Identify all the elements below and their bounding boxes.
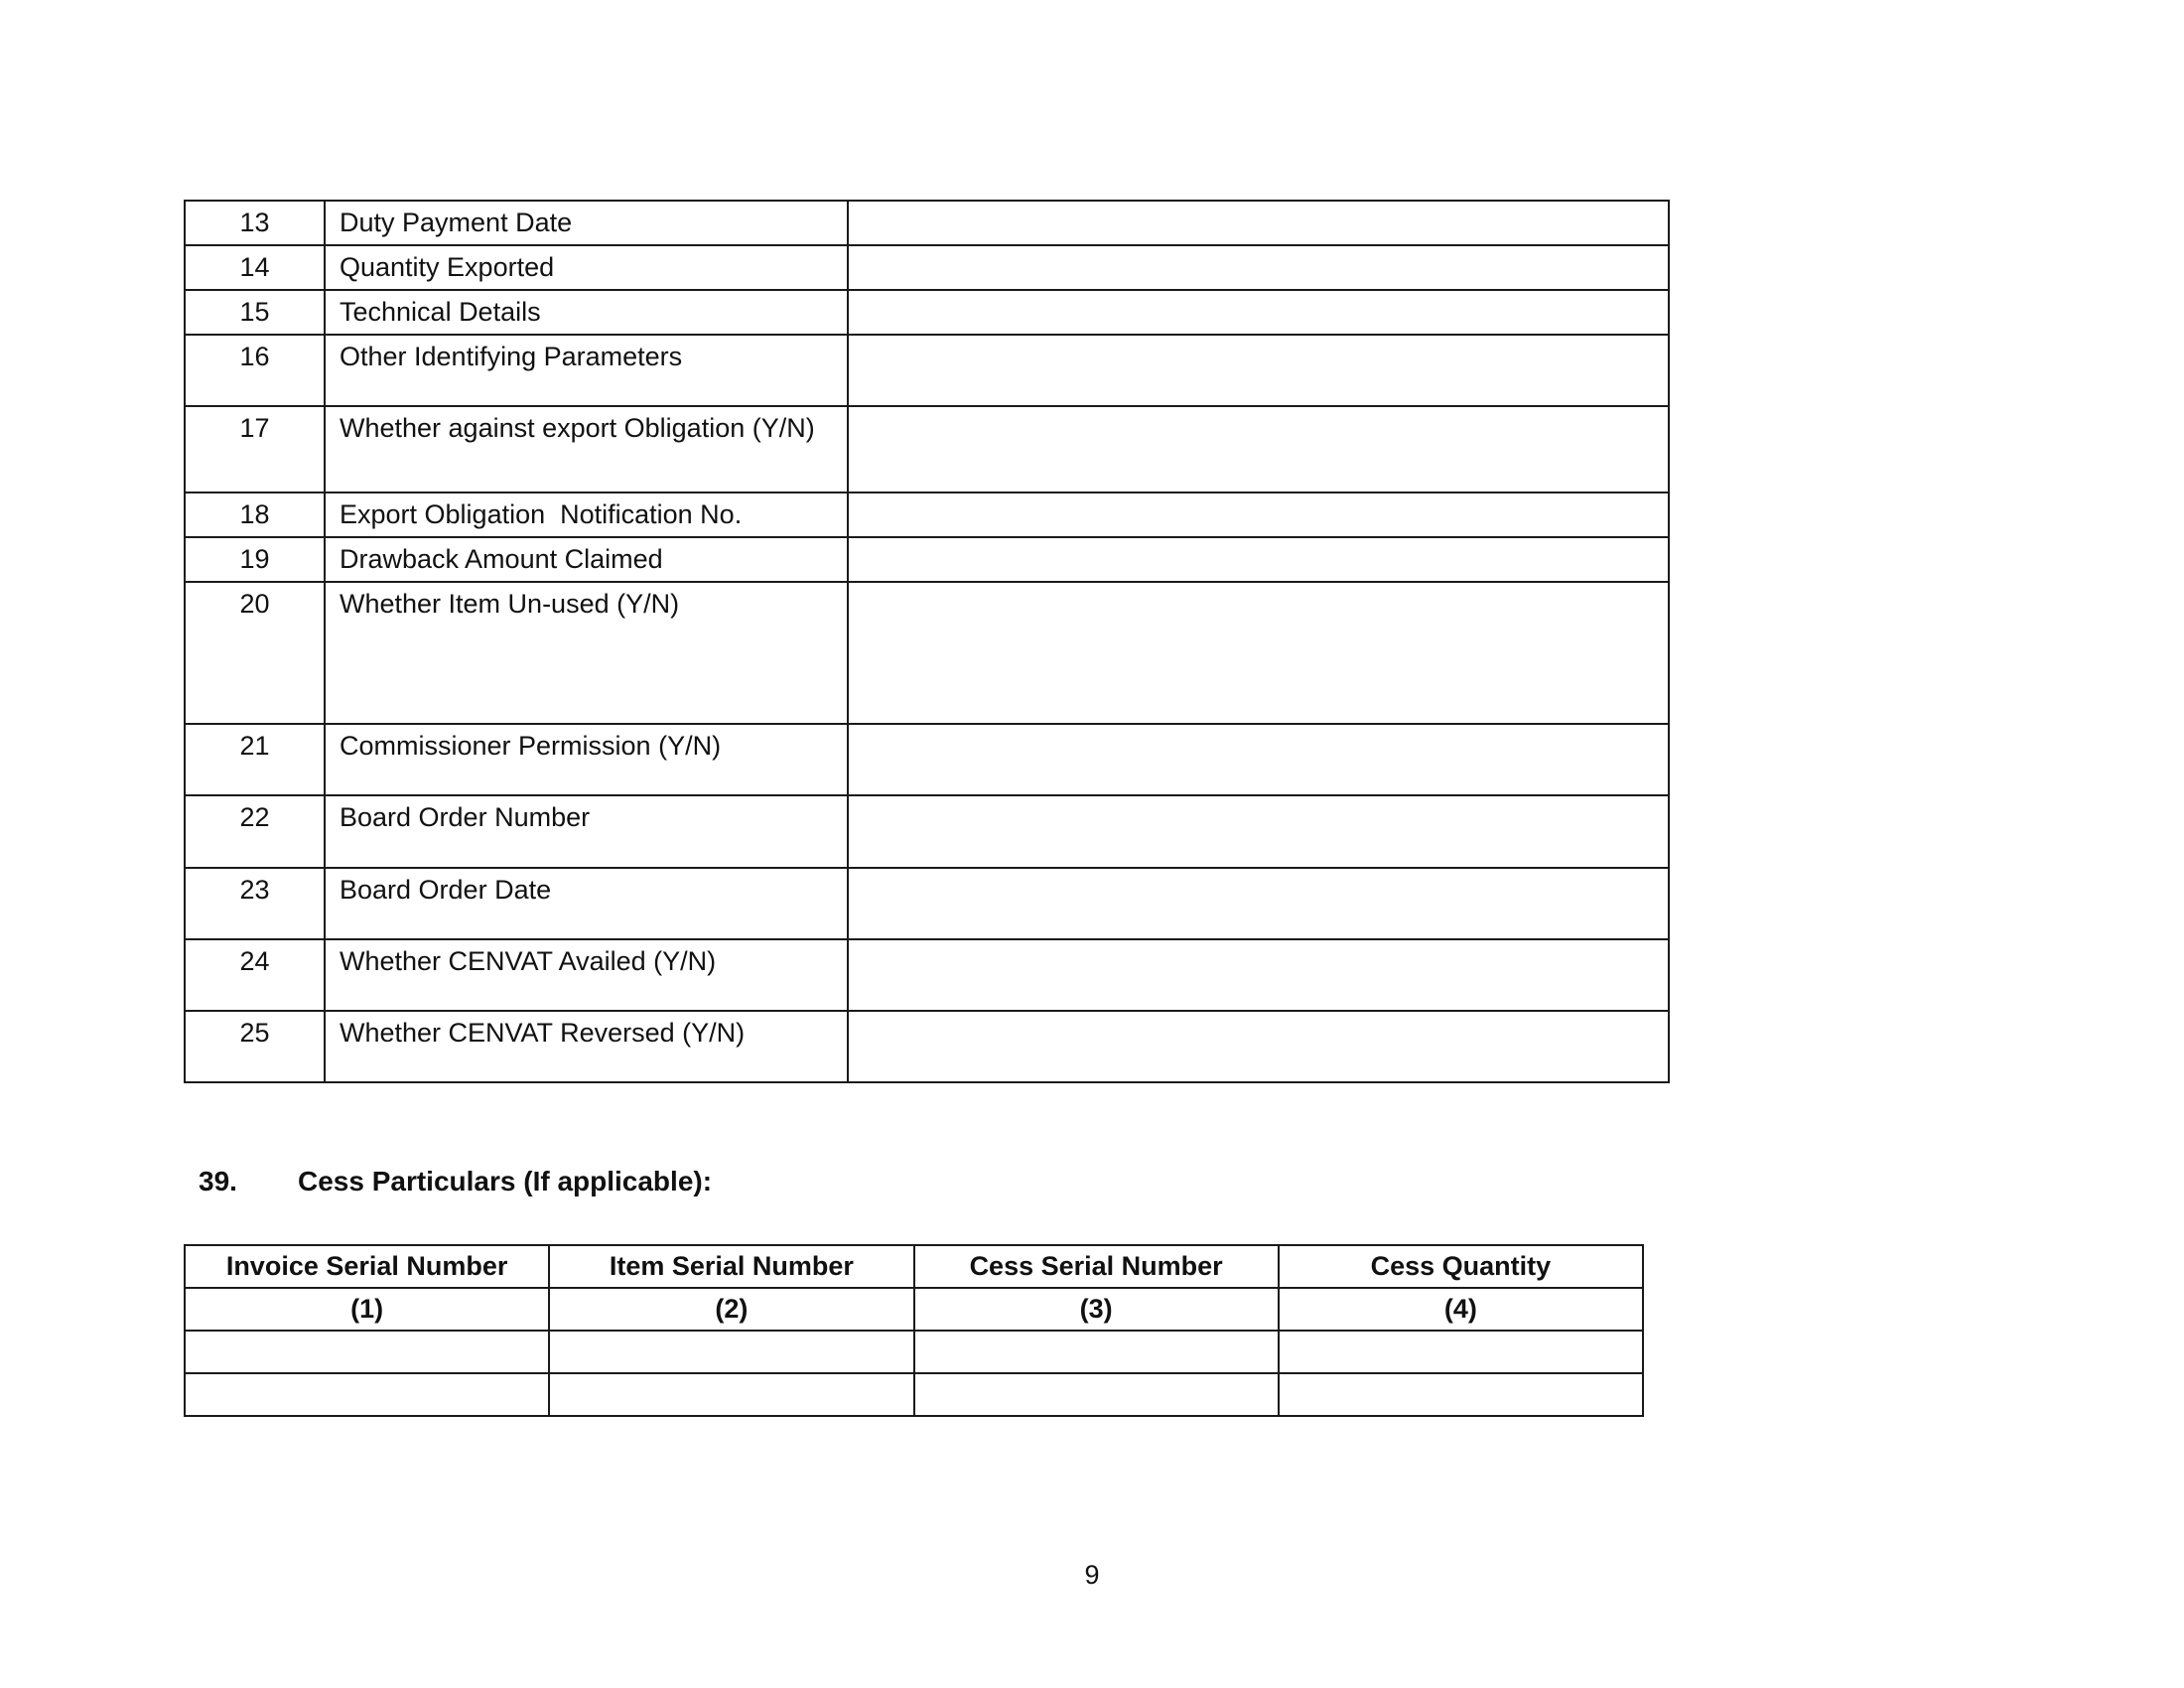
row-value-field[interactable]	[848, 492, 1669, 537]
row-number: 15	[185, 290, 325, 335]
table-row	[185, 537, 1669, 582]
section-number: 39.	[199, 1166, 237, 1196]
column-header: Cess Quantity	[1279, 1245, 1643, 1288]
table-cell[interactable]	[185, 1331, 549, 1373]
table-row	[185, 245, 1669, 290]
row-label: Whether CENVAT Availed (Y/N)	[325, 939, 848, 1011]
row-label: Commissioner Permission (Y/N)	[325, 724, 848, 795]
table-cell[interactable]	[914, 1331, 1279, 1373]
table-row	[185, 201, 1669, 245]
row-value-field[interactable]	[848, 201, 1669, 245]
row-label: Quantity Exported	[325, 245, 848, 290]
items-table	[184, 200, 1670, 1083]
row-number: 14	[185, 245, 325, 290]
row-value-field[interactable]	[848, 245, 1669, 290]
row-number: 23	[185, 868, 325, 939]
row-label: Duty Payment Date	[325, 201, 848, 245]
row-value-field[interactable]	[848, 582, 1669, 724]
table-row	[185, 1331, 1643, 1373]
table-row	[185, 1373, 1643, 1416]
row-value-field[interactable]	[848, 290, 1669, 335]
row-value-field[interactable]	[848, 868, 1669, 939]
row-number: 25	[185, 1011, 325, 1082]
table-cell[interactable]	[1279, 1331, 1643, 1373]
row-value-field[interactable]	[848, 537, 1669, 582]
table-header-row	[185, 1245, 1643, 1288]
row-label: Whether against export Obligation (Y/N)	[325, 406, 848, 492]
row-value-field[interactable]	[848, 939, 1669, 1011]
row-value-field[interactable]	[848, 1011, 1669, 1082]
table-cell[interactable]	[914, 1373, 1279, 1416]
row-number: 22	[185, 795, 325, 868]
row-label: Export Obligation Notification No.	[325, 492, 848, 537]
table-cell[interactable]	[549, 1373, 913, 1416]
row-number: 16	[185, 335, 325, 406]
row-number: 17	[185, 406, 325, 492]
cess-table	[184, 1244, 1644, 1417]
row-number: 19	[185, 537, 325, 582]
table-row	[185, 939, 1669, 1011]
row-number: 13	[185, 201, 325, 245]
row-number: 20	[185, 582, 325, 724]
section-title: Cess Particulars (If applicable):	[298, 1166, 713, 1196]
table-row	[185, 582, 1669, 724]
column-number: (1)	[185, 1288, 549, 1331]
row-number: 18	[185, 492, 325, 537]
row-label: Board Order Number	[325, 795, 848, 868]
section-heading	[199, 1162, 712, 1201]
row-value-field[interactable]	[848, 724, 1669, 795]
row-label: Drawback Amount Claimed	[325, 537, 848, 582]
column-header: Invoice Serial Number	[185, 1245, 549, 1288]
row-value-field[interactable]	[848, 795, 1669, 868]
table-row	[185, 868, 1669, 939]
table-row	[185, 795, 1669, 868]
column-number: (2)	[549, 1288, 913, 1331]
column-number: (4)	[1279, 1288, 1643, 1331]
row-value-field[interactable]	[848, 406, 1669, 492]
column-header: Item Serial Number	[549, 1245, 913, 1288]
row-label: Other Identifying Parameters	[325, 335, 848, 406]
row-number: 21	[185, 724, 325, 795]
table-row	[185, 335, 1669, 406]
row-value-field[interactable]	[848, 335, 1669, 406]
table-cell[interactable]	[549, 1331, 913, 1373]
table-row	[185, 406, 1669, 492]
row-label: Whether Item Un-used (Y/N)	[325, 582, 848, 724]
table-row	[185, 492, 1669, 537]
table-row	[185, 1011, 1669, 1082]
row-label: Whether CENVAT Reversed (Y/N)	[325, 1011, 848, 1082]
column-header: Cess Serial Number	[914, 1245, 1279, 1288]
table-row	[185, 290, 1669, 335]
table-cell[interactable]	[1279, 1373, 1643, 1416]
row-label: Technical Details	[325, 290, 848, 335]
row-label: Board Order Date	[325, 868, 848, 939]
page-number: 9	[1084, 1560, 1100, 1590]
table-row	[185, 724, 1669, 795]
table-cell[interactable]	[185, 1373, 549, 1416]
row-number: 24	[185, 939, 325, 1011]
column-number-row	[185, 1288, 1643, 1331]
column-number: (3)	[914, 1288, 1279, 1331]
